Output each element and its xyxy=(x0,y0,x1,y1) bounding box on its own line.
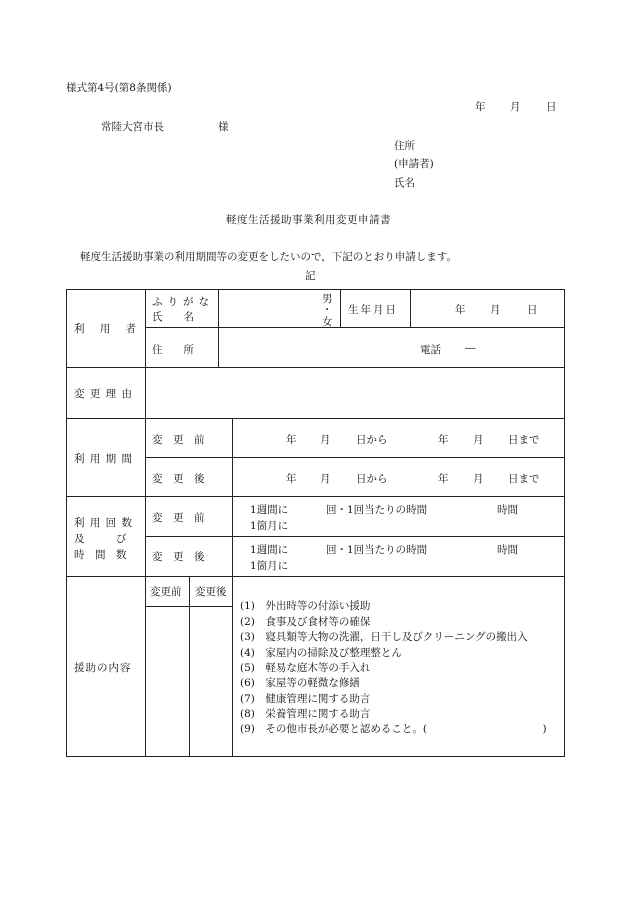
period-before-year2: 年 xyxy=(438,434,449,446)
assist-item: (5) 軽易な庭木等の手入れ xyxy=(240,662,371,674)
date-day: 日 xyxy=(546,101,557,113)
form-number: 様式第4号(第8条関係) xyxy=(66,82,172,94)
period-after-year2: 年 xyxy=(438,473,449,485)
assist-item: (2) 食事及び食材等の確保 xyxy=(240,616,371,628)
assist-item: (6) 家屋等の軽微な修繕 xyxy=(240,677,360,689)
count-label-2: 及 び xyxy=(74,533,127,545)
birth-day: 日 xyxy=(527,304,538,316)
count-before-week: 1週間に xyxy=(250,504,289,516)
birth-month: 月 xyxy=(490,304,501,316)
period-before-until: 日まで xyxy=(508,434,540,446)
date-month: 月 xyxy=(510,101,521,113)
sex-dot: ・ xyxy=(322,304,333,316)
count-before-hours: 時間 xyxy=(497,504,518,516)
period-before-label: 変 更 前 xyxy=(152,434,205,446)
applicant-address-label: 住所 xyxy=(394,140,415,152)
count-label-3: 時 間 数 xyxy=(74,549,127,561)
sex-male: 男 xyxy=(322,293,333,305)
address-label: 住 所 xyxy=(152,344,194,356)
sex-female: 女 xyxy=(322,316,333,328)
count-after-label: 変 更 後 xyxy=(152,551,205,563)
reason-label: 変 更 理 由 xyxy=(74,388,134,400)
name-label: 氏 名 xyxy=(152,311,194,323)
period-before-month: 月 xyxy=(320,434,331,446)
period-after-until: 日まで xyxy=(508,473,540,485)
period-after-label: 変 更 後 xyxy=(152,473,205,485)
count-before-times: 回・1回当たりの時間 xyxy=(326,504,428,516)
applicant-name-label: 氏名 xyxy=(394,177,415,189)
birth-label: 生年月日 xyxy=(348,304,398,316)
assist-item: (9) その他市長が必要と認めること。( ) xyxy=(240,723,547,735)
intro-text: 軽度生活援助事業の利用期間等の変更をしたいので，下記のとおり申請します。 xyxy=(80,251,457,263)
document-title: 軽度生活援助事業利用変更申請書 xyxy=(226,214,391,226)
count-after-hours: 時間 xyxy=(497,544,518,556)
count-after-week: 1週間に xyxy=(250,544,289,556)
assist-item: (8) 栄養管理に関する助言 xyxy=(240,708,371,720)
assist-item: (7) 健康管理に関する助言 xyxy=(240,693,371,705)
assist-label: 援助の内容 xyxy=(74,662,132,674)
addressee-name: 常陸大宮市長 xyxy=(101,121,164,133)
furigana-label: ふりがな xyxy=(152,296,214,308)
assist-col-before: 変更前 xyxy=(150,586,182,598)
count-after-times: 回・1回当たりの時間 xyxy=(326,544,428,556)
period-label: 利 用 期 間 xyxy=(74,453,134,465)
period-before-month2: 月 xyxy=(473,434,484,446)
assist-item: (4) 家屋内の掃除及び整理整とん xyxy=(240,647,402,659)
phone-label: 電話 xyxy=(420,344,441,356)
applicant-role-label: (申請者) xyxy=(394,158,434,170)
period-before-from: 日から xyxy=(356,434,388,446)
count-label-1: 利 用 回 数 xyxy=(74,517,134,529)
period-after-from: 日から xyxy=(356,473,388,485)
count-after-month: 1箇月に xyxy=(250,560,289,572)
assist-item: (1) 外出時等の付添い援助 xyxy=(240,600,371,612)
assist-col-after: 変更後 xyxy=(195,586,227,598)
ki-label: 記 xyxy=(305,270,316,282)
user-label: 利 用 者 xyxy=(74,323,143,335)
phone-dash: ― xyxy=(465,342,476,354)
count-before-label: 変 更 前 xyxy=(152,512,205,524)
assist-item: (3) 寝具類等大物の洗濯，日干し及びクリーニングの搬出入 xyxy=(240,631,528,643)
period-before-year: 年 xyxy=(286,434,297,446)
birth-year: 年 xyxy=(455,304,466,316)
date-year: 年 xyxy=(475,101,486,113)
addressee-honorific: 様 xyxy=(218,121,229,133)
count-before-month: 1箇月に xyxy=(250,520,289,532)
period-after-month2: 月 xyxy=(473,473,484,485)
period-after-year: 年 xyxy=(286,473,297,485)
period-after-month: 月 xyxy=(320,473,331,485)
